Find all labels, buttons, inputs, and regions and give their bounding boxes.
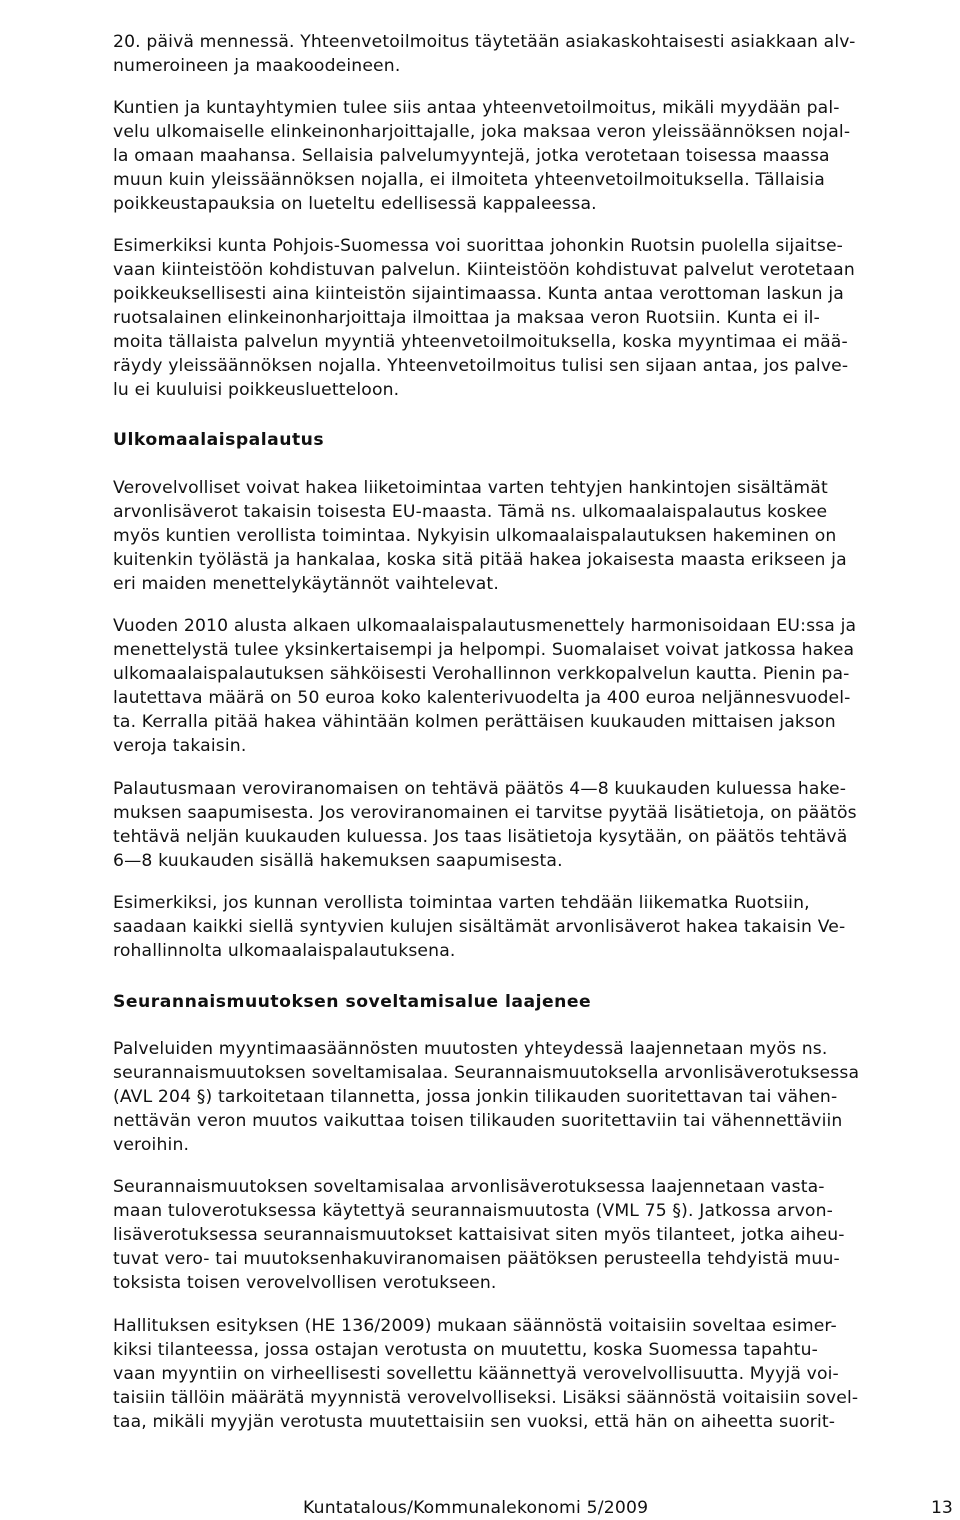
text-line: vaan myyntiin on virheellisesti sovellettu käännettyä verovelvollisuutta. Myyjä voi- xyxy=(113,1364,839,1384)
text-line: poikkeustapauksia on lueteltu edellisessä kappaleessa. xyxy=(113,194,597,214)
text-line: eri maiden menettelykäytännöt vaihtelevat. xyxy=(113,574,499,594)
text-line: nettävän veron muutos vaikuttaa toisen tilikauden suoritettaviin tai vähennettäviin xyxy=(113,1111,843,1131)
text-line: arvonlisäverot takaisin toisesta EU-maasta. Tämä ns. ulkomaalaispalautus koskee xyxy=(113,502,828,522)
text-line: veroja takaisin. xyxy=(113,736,247,756)
text-line: vaan kiinteistöön kohdistuvan palvelun. Kiinteistöön kohdistuvat palvelut verotetaan xyxy=(113,260,855,280)
text-line: Kuntien ja kuntayhtymien tulee siis antaa yhteenvetoilmoitus, mikäli myydään pal- xyxy=(113,98,840,118)
text-line: räydy yleissäännöksen nojalla. Yhteenvetoilmoitus tulisi sen sijaan antaa, jos palve- xyxy=(113,356,849,376)
text-line: la omaan maahansa. Sellaisia palvelumyyntejä, jotka verotetaan toisessa maassa xyxy=(113,146,830,166)
text-line: lisäverotuksessa seurannaismuutokset kattaisivat siten myös tilanteet, jotka aiheu- xyxy=(113,1225,845,1245)
text-line: lautettava määrä on 50 euroa koko kalenterivuodelta ja 400 euroa neljännesvuodel- xyxy=(113,688,851,708)
text-line: Hallituksen esityksen (HE 136/2009) mukaan säännöstä voitaisiin soveltaa esimer- xyxy=(113,1316,837,1336)
text-line: tehtävä neljän kuukauden kuluessa. Jos taas lisätietoja kysytään, on päätös tehtävä xyxy=(113,827,848,847)
text-line: ulkomaalaispalautuksen sähköisesti Verohallinnon verkkopalvelun kautta. Pienin pa- xyxy=(113,664,850,684)
text-line: Seurannaismuutoksen soveltamisalaa arvonlisäverotuksessa laajennetaan vasta- xyxy=(113,1177,825,1197)
text-line: Esimerkiksi kunta Pohjois-Suomessa voi suorittaa johonkin Ruotsin puolella sijaitse- xyxy=(113,236,844,256)
text-line: ruotsalainen elinkeinonharjoittaja ilmoittaa ja maksaa veron Ruotsiin. Kunta ei il- xyxy=(113,308,820,328)
text-line: 6—8 kuukauden sisällä hakemuksen saapumisesta. xyxy=(113,851,563,871)
text-line: veroihin. xyxy=(113,1135,190,1155)
text-line: poikkeuksellisesti aina kiinteistön sijaintimaassa. Kunta antaa verottoman laskun ja xyxy=(113,284,844,304)
text-line: muksen saapumisesta. Jos veroviranomainen ei tarvitse pyytää lisätietoja, on päätös xyxy=(113,803,857,823)
text-line: tuvat vero- tai muutoksenhakuviranomaisen päätöksen perusteella tehdyistä muu- xyxy=(113,1249,840,1269)
text-line: Palautusmaan veroviranomaisen on tehtävä päätös 4—8 kuukauden kuluessa hake- xyxy=(113,779,847,799)
text-line: toksista toisen verovelvollisen verotukseen. xyxy=(113,1273,497,1293)
text-line: (AVL 204 §) tarkoitetaan tilannetta, jossa jonkin tilikauden suoritettavan tai vähen- xyxy=(113,1087,838,1107)
text-line: kuitenkin työlästä ja hankalaa, koska sitä pitää hakea jokaisesta maasta erikseen ja xyxy=(113,550,847,570)
text-line: menettelystä tulee yksinkertaisempi ja helpompi. Suomalaiset voivat jatkossa hakea xyxy=(113,640,855,660)
text-line: muun kuin yleissäännöksen nojalla, ei ilmoiteta yhteenvetoilmoituksella. Tällaisia xyxy=(113,170,825,190)
text-line: kiksi tilanteessa, jossa ostajan verotusta on muutettu, koska Suomessa tapahtu- xyxy=(113,1340,819,1360)
footer-publication: Kuntatalous/Kommunalekonomi 5/2009 xyxy=(303,1498,649,1518)
text-line: Palveluiden myyntimaasäännösten muutosten yhteydessä laajennetaan myös ns. xyxy=(113,1039,828,1059)
text-line: seurannaismuutoksen soveltamisalaa. Seurannaismuutoksella arvonlisäverotuksessa xyxy=(113,1063,860,1083)
text-line: saadaan kaikki siellä syntyvien kulujen sisältämät arvonlisäverot hakea takaisin Ve- xyxy=(113,917,846,937)
text-line: moita tällaista palvelun myyntiä yhteenvetoilmoituksella, koska myyntimaa ei mää- xyxy=(113,332,848,352)
footer-page-number: 13 xyxy=(931,1498,953,1518)
text-line: taa, mikäli myyjän verotusta muutettaisiin sen vuoksi, että hän on aiheetta suorit- xyxy=(113,1412,836,1432)
text-line: 20. päivä mennessä. Yhteenvetoilmoitus täytetään asiakaskohtaisesti asiakkaan alv- xyxy=(113,32,856,52)
text-line: Verovelvolliset voivat hakea liiketoimintaa varten tehtyjen hankintojen sisältämät xyxy=(113,478,828,498)
text-line: myös kuntien verollista toimintaa. Nykyisin ulkomaalaispalautuksen hakeminen on xyxy=(113,526,837,546)
section-heading: Seurannaismuutoksen soveltamisalue laajenee xyxy=(113,992,592,1012)
text-line: lu ei kuuluisi poikkeusluetteloon. xyxy=(113,380,400,400)
section-heading: Ulkomaalaispalautus xyxy=(113,430,325,450)
text-line: numeroineen ja maakoodeineen. xyxy=(113,56,401,76)
text-line: rohallinnolta ulkomaalaispalautuksena. xyxy=(113,941,456,961)
text-line: taisiin tällöin määrätä myynnistä verovelvolliseksi. Lisäksi säännöstä voitaisiin sovel- xyxy=(113,1388,859,1408)
text-line: Esimerkiksi, jos kunnan verollista toimintaa varten tehdään liikematka Ruotsiin, xyxy=(113,893,810,913)
text-line: maan tuloverotuksessa käytettyä seurannaismuutosta (VML 75 §). Jatkossa arvon- xyxy=(113,1201,833,1221)
text-line: Vuoden 2010 alusta alkaen ulkomaalaispalautusmenettely harmonisoidaan EU:ssa ja xyxy=(113,616,857,636)
text-line: ta. Kerralla pitää hakea vähintään kolmen perättäisen kuukauden mittaisen jakson xyxy=(113,712,836,732)
text-line: velu ulkomaiselle elinkeinonharjoittajalle, joka maksaa veron yleissäännöksen nojal- xyxy=(113,122,851,142)
